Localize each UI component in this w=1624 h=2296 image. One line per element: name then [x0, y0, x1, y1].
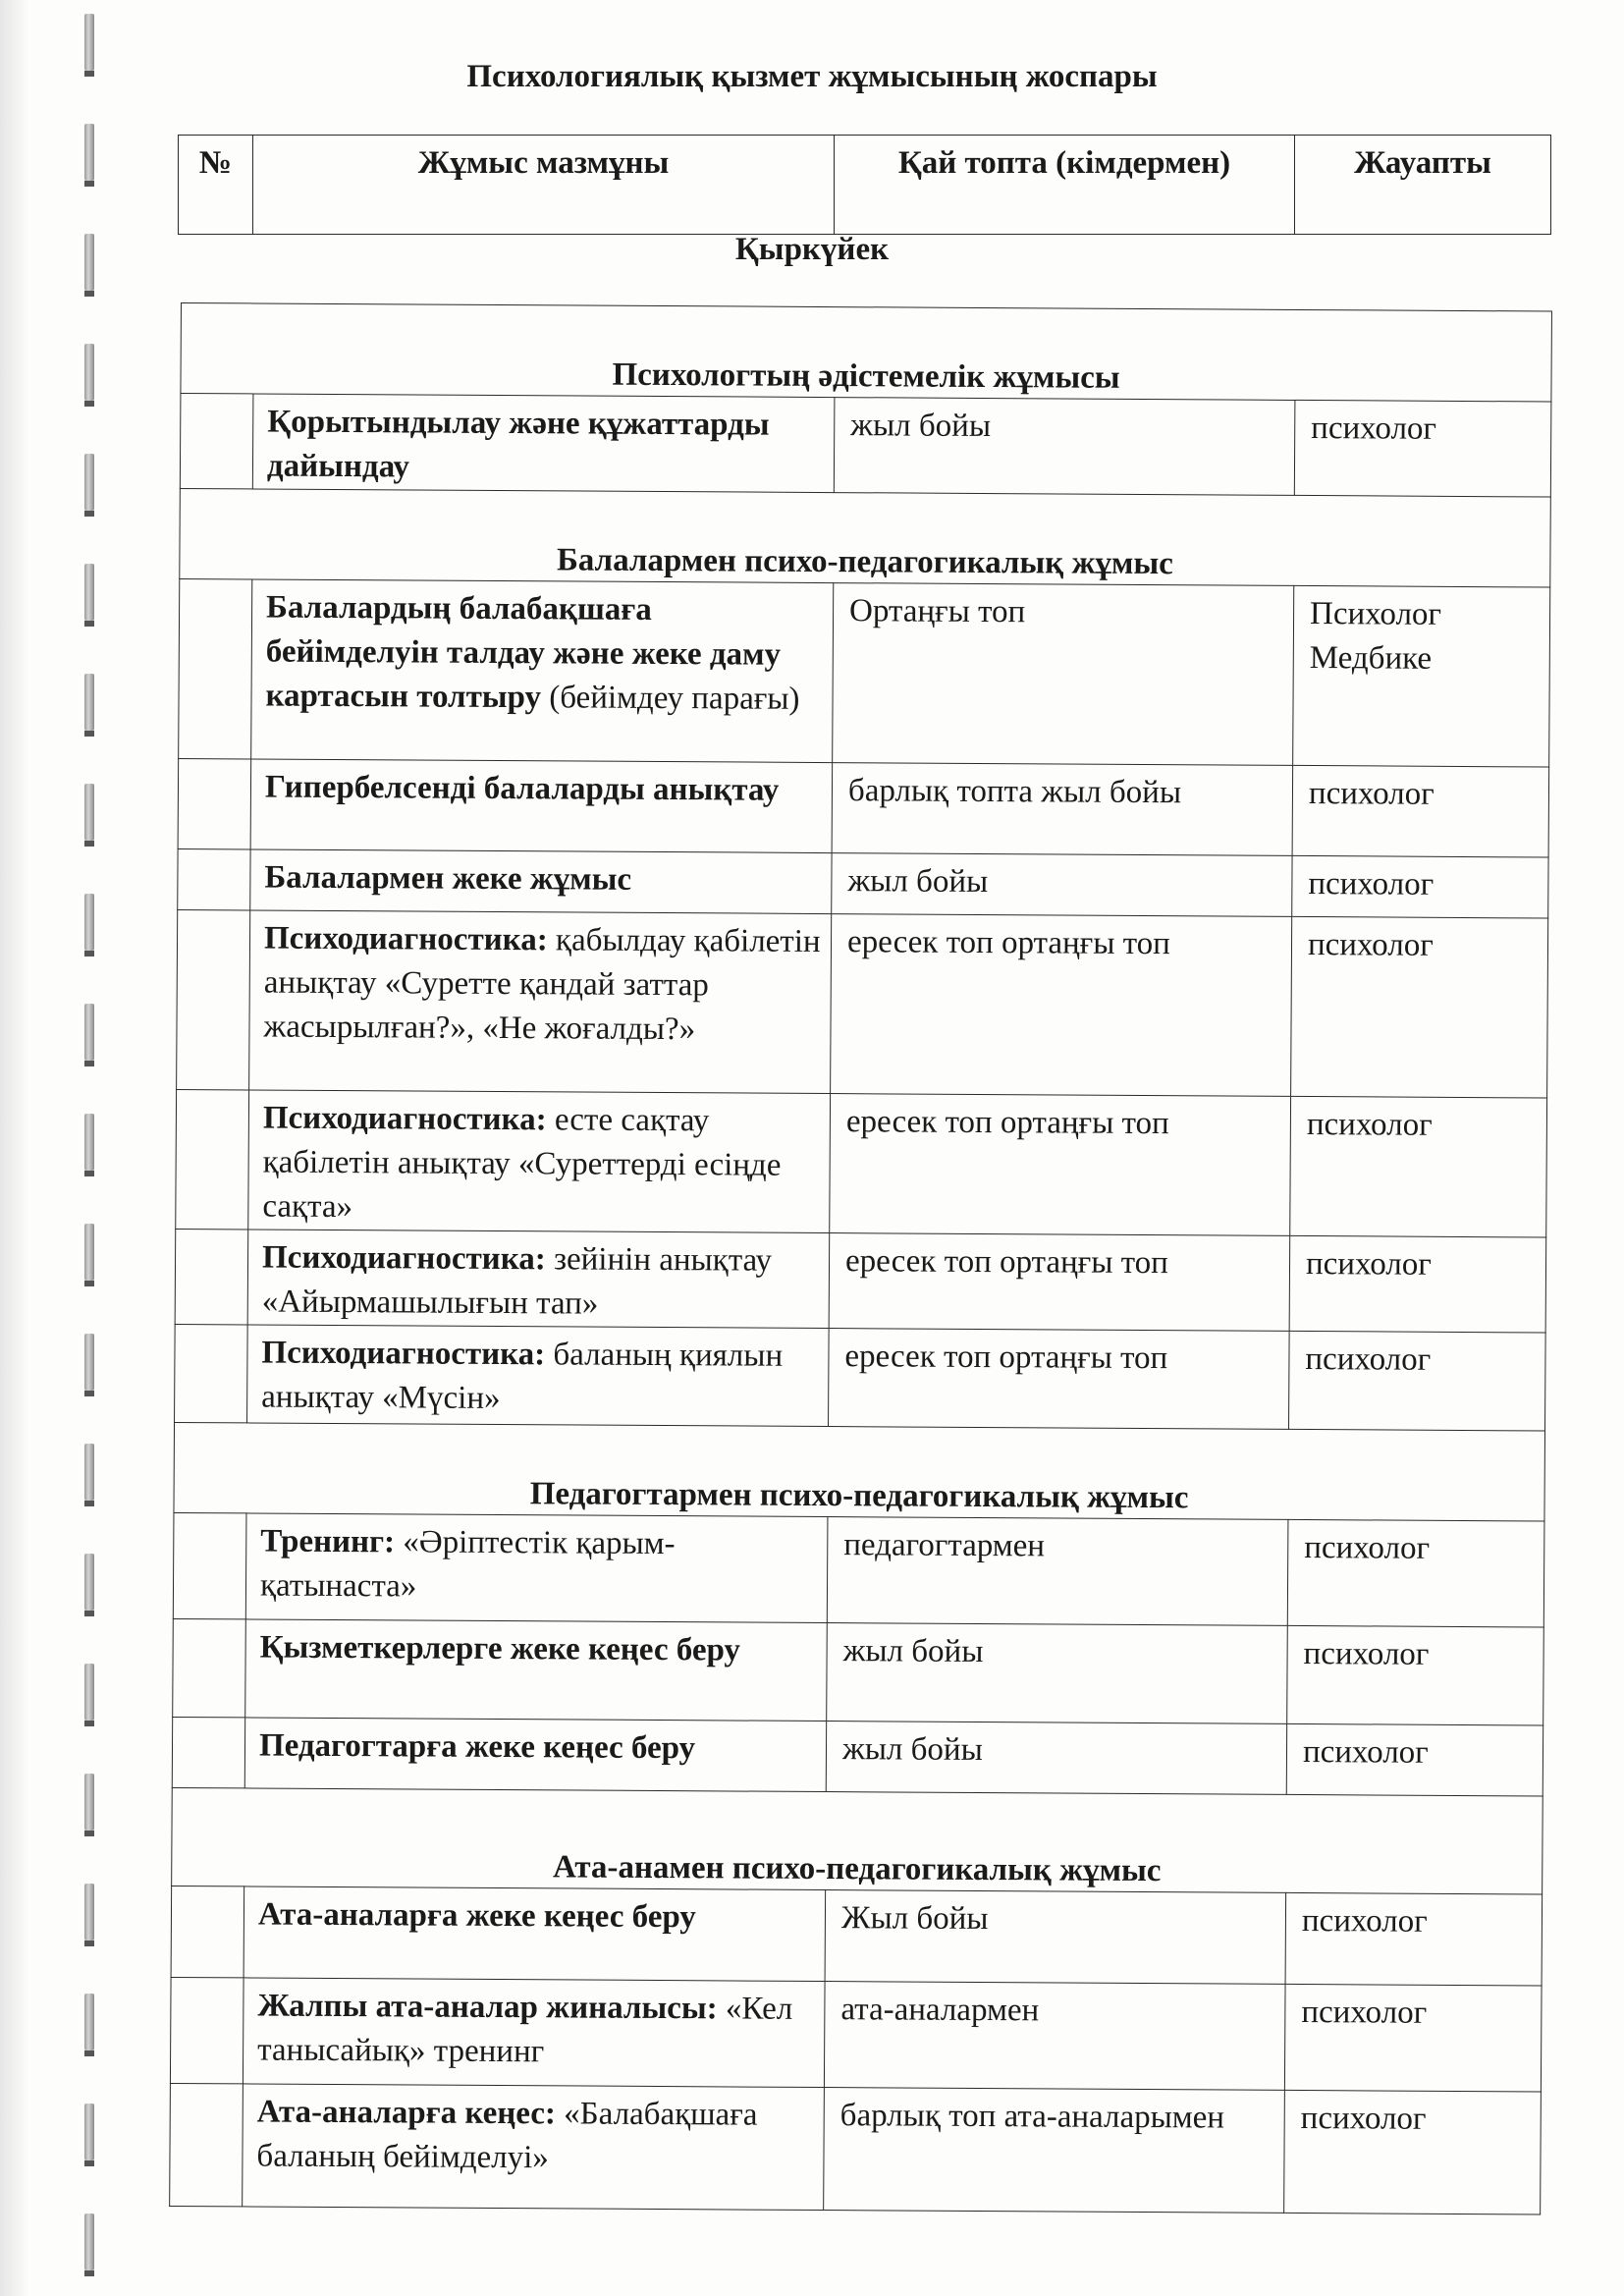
group-cell: ересек топ ортаңғы топ [829, 1233, 1290, 1332]
table-row [176, 1089, 1547, 1237]
section-header-row [181, 303, 1552, 403]
group-cell: барлық топта жыл бойы [832, 763, 1293, 856]
row-number-cell [170, 2083, 244, 2206]
work-content-cell [248, 1090, 831, 1233]
header-num: № [179, 136, 253, 235]
group-cell: Жыл бойы [825, 1890, 1286, 1985]
work-content-bold: Психодиагностика: [261, 1335, 546, 1373]
binding-hole [84, 674, 94, 731]
row-number-cell [171, 1886, 244, 1977]
binding-hole [84, 1884, 94, 1941]
group-cell: ата-аналармен [824, 1982, 1285, 2091]
work-content-text: есте сақтау қабілетін анықтау «Суреттерді есіңде сақта» [262, 1102, 782, 1226]
group-cell: педагогтармен [827, 1517, 1288, 1626]
responsible-cell: Психолог Медбике [1293, 585, 1550, 767]
work-content-cell [251, 579, 834, 763]
responsible-cell: психолог [1290, 1096, 1547, 1237]
responsible-cell: психолог [1287, 1625, 1544, 1725]
row-number-cell [178, 758, 251, 848]
row-number-cell [179, 578, 252, 758]
work-content-cell [245, 1513, 828, 1623]
table-row [170, 2083, 1542, 2214]
row-number-cell [170, 1977, 244, 2083]
work-content-text: «Балабақшаға баланың бейімделуі» [256, 2096, 758, 2176]
work-content-cell [247, 1230, 830, 1329]
row-number-cell [180, 394, 253, 489]
binding-hole [84, 894, 94, 951]
table-row [179, 578, 1550, 767]
work-content-cell [247, 1325, 830, 1427]
work-content-bold: Ата-аналарға кеңес: [256, 2094, 557, 2132]
responsible-cell: психолог [1289, 1235, 1546, 1333]
section-title: Педагогтармен психо-педагогикалық жұмыс [174, 1422, 1545, 1521]
section-header-row [174, 1422, 1545, 1521]
work-content-bold: Психодиагностика: [263, 920, 548, 958]
responsible-cell: психолог [1294, 400, 1551, 497]
responsible-cell: психолог [1292, 855, 1548, 918]
work-content-bold: Тренинг: [260, 1523, 396, 1560]
binding-hole [84, 564, 94, 621]
binding-hole [84, 1774, 94, 1831]
work-content-bold: Психодиагностика: [261, 1239, 546, 1278]
header-group: Қай топта (кімдермен) [835, 136, 1295, 235]
work-content-cell [249, 910, 832, 1094]
group-cell: жыл бойы [834, 398, 1295, 496]
responsible-cell: психолог [1284, 2090, 1542, 2214]
responsible-cell: психолог [1287, 1519, 1544, 1627]
binding-hole [84, 124, 94, 181]
work-content-bold: Қорытындылау және құжаттарды дайындау [266, 404, 770, 485]
binding-hole [84, 2104, 94, 2160]
table-row [177, 909, 1548, 1098]
binding-hole [84, 1114, 94, 1171]
section-title: Ата-анамен психо-педагогикалық жұмыс [172, 1787, 1543, 1894]
row-number-cell [175, 1229, 248, 1324]
section-header-row [180, 488, 1551, 587]
plan-table [169, 302, 1552, 2214]
responsible-cell: психолог [1291, 916, 1548, 1098]
table-row [180, 394, 1551, 498]
work-content-bold: Қызметкерлерге жеке кеңес беру [259, 1629, 741, 1668]
row-number-cell [177, 909, 250, 1089]
group-cell: жыл бойы [826, 1722, 1286, 1795]
binding-hole [84, 1004, 94, 1061]
group-cell: жыл бойы [832, 853, 1292, 917]
binding-hole [84, 454, 94, 511]
work-content-bold: Ата-аналарға жеке кеңес беру [257, 1896, 696, 1936]
table-row [178, 758, 1549, 857]
work-content-text: баланың қиялын анықтау «Мүсін» [261, 1337, 784, 1417]
binding-hole [84, 1224, 94, 1281]
month-label: Қыркүйек [734, 232, 890, 267]
binding-hole [84, 1334, 94, 1391]
table-row [170, 1977, 1542, 2092]
responsible-cell: психолог [1284, 1984, 1542, 2092]
group-cell: ересек топ ортаңғы топ [829, 1329, 1290, 1430]
table-row [173, 1618, 1544, 1725]
work-content-bold: Психодиагностика: [262, 1100, 547, 1138]
work-content-bold: Гипербелсенді балаларды анықтау [264, 769, 780, 808]
table-row [178, 848, 1548, 918]
header-responsible: Жауапты [1295, 136, 1551, 235]
responsible-cell: психолог [1285, 1892, 1543, 1986]
row-number-cell [172, 1717, 244, 1787]
binding-holes [0, 0, 147, 2296]
binding-hole [84, 1554, 94, 1611]
group-cell: ересек топ ортаңғы топ [830, 1094, 1291, 1236]
work-content-cell [250, 849, 832, 914]
work-content-text: «Әріптестік қарым-қатынаста» [259, 1524, 676, 1605]
row-number-cell [178, 848, 250, 909]
work-content-cell [245, 1619, 828, 1722]
work-content-bold: Балалармен жеке жұмыс [264, 859, 632, 898]
document-title: Психологиялық қызмет жұмысының жоспары [466, 59, 1158, 94]
section-header-row [172, 1787, 1543, 1894]
header-content: Жұмыс мазмұны [253, 136, 835, 235]
work-content-bold: Педагогтарға жеке кеңес беру [258, 1727, 696, 1767]
work-content-text: «Кел танысайық» тренинг [257, 1991, 793, 2070]
table-row [175, 1229, 1546, 1333]
work-content-cell [243, 1978, 825, 2088]
binding-hole [84, 1994, 94, 2050]
table-row [172, 1717, 1543, 1796]
work-content-cell [244, 1886, 826, 1982]
work-content-cell [250, 759, 833, 853]
group-cell: жыл бойы [827, 1623, 1288, 1724]
work-content-cell [244, 1718, 826, 1792]
work-content-text: зейінін анықтау «Айырмашылығын тап» [261, 1241, 773, 1322]
table-row [175, 1324, 1546, 1431]
work-content-bold: Жалпы ата-аналар жиналысы: [257, 1988, 718, 2027]
responsible-cell: психолог [1292, 765, 1549, 857]
group-cell: барлық топ ата-аналарымен [824, 2088, 1285, 2214]
binding-hole [84, 2214, 94, 2270]
responsible-cell: психолог [1289, 1331, 1546, 1431]
row-number-cell [173, 1512, 246, 1618]
section-title: Балалармен психо-педагогикалық жұмыс [180, 488, 1551, 587]
binding-hole [84, 1444, 94, 1501]
binding-hole [84, 784, 94, 841]
table-row [171, 1886, 1543, 1986]
group-cell: ересек топ ортаңғы топ [831, 914, 1292, 1097]
row-number-cell [176, 1089, 249, 1229]
header-table [178, 135, 1551, 235]
binding-hole [84, 1664, 94, 1721]
work-content-bold: Балалардың балабақшаға бейімделуін талдау және жеке даму картасын толтыру [265, 589, 782, 716]
work-content-text: қабылдау қабілетін анықтау «Суретте қандай заттар жасырылған?», «Не жоғалды?» [263, 922, 821, 1048]
table-row [173, 1512, 1544, 1627]
responsible-cell: психолог [1286, 1723, 1543, 1796]
work-content-cell [243, 2084, 825, 2211]
row-number-cell [173, 1618, 246, 1717]
section-title: Психологтың әдістемелік жұмысы [181, 303, 1552, 403]
row-number-cell [175, 1324, 248, 1422]
binding-hole [84, 344, 94, 401]
group-cell: Ортаңғы топ [833, 583, 1294, 766]
work-content-text: (бейімдеу парағы) [549, 680, 800, 717]
work-content-cell [252, 394, 835, 493]
